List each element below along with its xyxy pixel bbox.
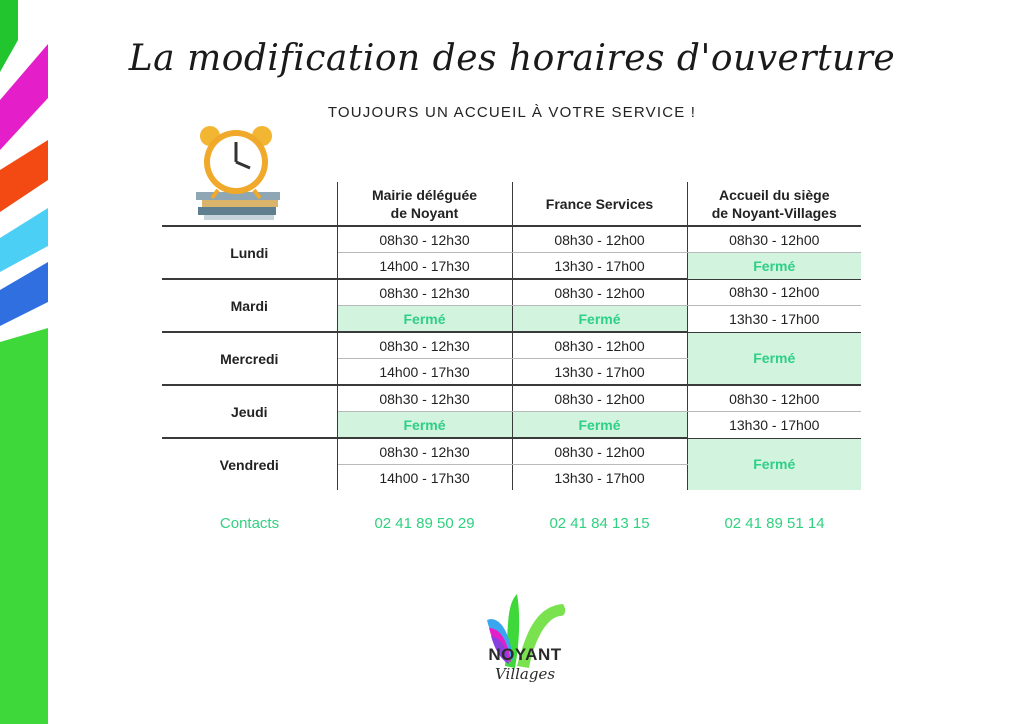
day-label-mercredi: Mercredi (162, 332, 337, 385)
table-cell: 08h30 - 12h00 (512, 385, 687, 412)
page-title: La modification des horaires d'ouverture (128, 38, 896, 79)
table-cell: 13h30 - 17h00 (687, 412, 861, 439)
closed-cell: Fermé (512, 306, 687, 333)
phone-accueil-siege[interactable]: 02 41 89 51 14 (724, 515, 825, 532)
table-cell: 08h30 - 12h30 (337, 332, 512, 359)
column-header-france-services: France Services (512, 182, 687, 226)
closed-cell: Fermé (512, 412, 687, 439)
table-cell: 08h30 - 12h30 (337, 279, 512, 306)
logo-subtitle: Villages (494, 665, 556, 683)
table-cell: 13h30 - 17h00 (512, 465, 687, 491)
table-cell: 08h30 - 12h00 (512, 279, 687, 306)
table-cell: 13h30 - 17h00 (512, 359, 687, 386)
phone-france-services[interactable]: 02 41 84 13 15 (549, 515, 650, 532)
table-cell: 08h30 - 12h00 (512, 438, 687, 465)
day-label-mardi: Mardi (162, 279, 337, 332)
table-cell: 14h00 - 17h30 (337, 253, 512, 280)
table-row (162, 385, 861, 412)
table-cell: 08h30 - 12h00 (687, 279, 861, 306)
table-cell: 08h30 - 12h00 (512, 332, 687, 359)
contacts-label: Contacts (219, 515, 280, 532)
table-cell: 13h30 - 17h00 (687, 306, 861, 333)
table-cell: 08h30 - 12h00 (687, 385, 861, 412)
table-row (162, 279, 861, 306)
day-label-lundi: Lundi (162, 226, 337, 279)
table-corner (162, 182, 337, 226)
table-cell: 14h00 - 17h30 (337, 465, 512, 491)
table-row (162, 438, 861, 465)
closed-cell: Fermé (687, 332, 861, 385)
table-row (162, 226, 861, 253)
closed-cell: Fermé (687, 438, 861, 490)
logo-name: NOYANT (488, 645, 562, 664)
opening-hours-table (162, 182, 861, 490)
table-cell: 08h30 - 12h00 (687, 226, 861, 253)
table-cell: 13h30 - 17h00 (512, 253, 687, 280)
closed-cell: Fermé (687, 253, 861, 280)
day-label-vendredi: Vendredi (162, 438, 337, 490)
table-cell: 08h30 - 12h30 (337, 438, 512, 465)
column-header-mairie: Mairie déléguée de Noyant (337, 182, 512, 226)
closed-cell: Fermé (337, 306, 512, 333)
phone-mairie[interactable]: 02 41 89 50 29 (374, 515, 475, 532)
closed-cell: Fermé (337, 412, 512, 439)
page-subtitle: TOUJOURS UN ACCUEIL À VOTRE SERVICE ! (327, 104, 697, 121)
day-label-jeudi: Jeudi (162, 385, 337, 438)
table-row (162, 332, 861, 359)
table-cell: 08h30 - 12h00 (512, 226, 687, 253)
table-header-row (162, 182, 861, 226)
table-cell: 08h30 - 12h30 (337, 385, 512, 412)
table-cell: 14h00 - 17h30 (337, 359, 512, 386)
table-cell: 08h30 - 12h30 (337, 226, 512, 253)
column-header-accueil-siege: Accueil du siège de Noyant-Villages (711, 186, 837, 221)
